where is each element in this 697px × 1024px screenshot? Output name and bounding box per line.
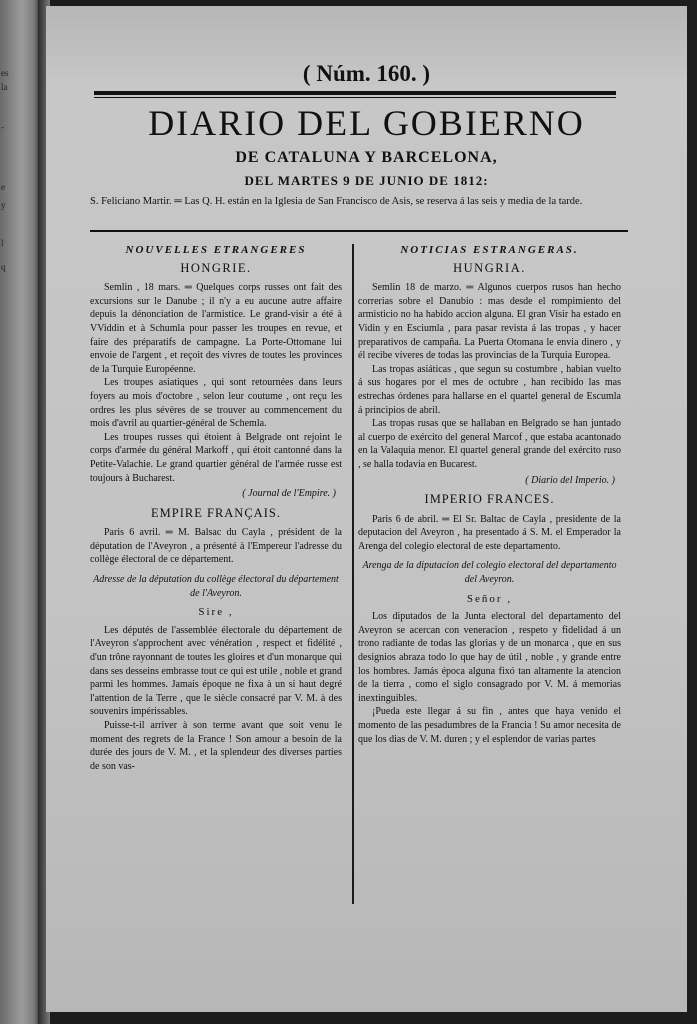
issue-number: ( Núm. 160. )	[302, 61, 431, 86]
facing-page-edge	[0, 0, 40, 1024]
margin-fragment: la	[1, 82, 8, 92]
spanish-empire-heading: IMPERIO FRANCES.	[424, 492, 555, 507]
margin-fragment: q	[1, 262, 6, 272]
french-country-heading: HONGRIE.	[180, 260, 252, 275]
masthead-subtitle: DE CATALUNA Y BARCELONA,	[235, 149, 498, 166]
column-divider	[352, 244, 354, 904]
spanish-address-heading: Arenga de la diputacion del colegio electoral del departamento del Aveyron.	[362, 560, 617, 586]
spanish-column	[358, 244, 621, 746]
french-source: ( Journal de l'Empire. )	[242, 488, 336, 500]
french-paragraph: Semlin , 18 mars. ═ Quelques corps russes ont fait des excursions sur le Danube ; il n'y a eu aucune autre affaire depuis la dénonciation de l'armistice. Le grand-visir a été à VViddin et à Schumla pour passer les troupes en revue, et faire des préparatifs de campagne. La Porte-Ottomane lui envoie de l'argent , et reçoit des vivres de toutes les provinces de la Turquie Européenne.	[90, 282, 342, 375]
saint-of-day-notice: S. Feliciano Martir. ═ Las Q. H. están en la Iglesia de San Francisco de Asis, se reserva á las seis y media de la tarde.	[90, 196, 583, 207]
margin-fragment: es	[1, 68, 9, 78]
margin-fragment: y	[1, 200, 6, 210]
french-paragraph: Les troupes russes qui étoient à Belgrade ont rejoint le corps d'armée du général Markoff , qui étoit cantonné dans la Petite-Valachie. Le grand quartier général de l'armée russe est toujours à Bucharest.	[90, 431, 342, 484]
french-address-heading: Adresse de la députation du collège électoral du département de l'Aveyron.	[93, 574, 339, 599]
french-paragraph: Les députés de l'assemblée électorale du département de l'Aveyron s'approchent avec vénération , respect et fidélité , d'un trône rayonnant de toutes les gloires et d'un monarque qui dans ses desseins embrasse tout ce qui est utile , noble et grand parmi les hommes. Jamais époque ne fixa à un si haut degré l'attention de la Terre , que le siècle consacré par V. M. à des souvenirs impérissables.	[90, 624, 342, 718]
french-salutation: Sire ,	[198, 606, 234, 619]
masthead-title: DIARIO DEL GOBIERNO	[148, 103, 585, 143]
margin-fragment: -	[1, 122, 4, 132]
spanish-paragraph: Los diputados de la Junta electoral del departamento del Aveyron se acercan con veneracion , respeto y fidelidad á un trono radiante de todas las glorias y de un monarca , que en sus designios abraza todo lo que hay de útil , noble , y grande entre los hombres. Jamás época alguna fixó tan altamente la atencion de la tierra , como el siglo consagrado por V. M. á memorias inextinguibles.	[358, 611, 621, 704]
header-rule-thin	[94, 97, 616, 98]
spanish-country-heading: HUNGRIA.	[453, 260, 526, 275]
french-empire-heading: EMPIRE FRANÇAIS.	[151, 505, 281, 520]
spanish-salutation: Señor ,	[466, 592, 513, 605]
french-section-heading: NOUVELLES ETRANGERES	[125, 244, 307, 256]
spanish-paragraph: Paris 6 de abril. ═ El Sr. Baltac de Cayla , presidente de la deputacion del Aveyron , ha presentado á S. M. el Emperador la Arenga del colegio electoral de este departamento.	[358, 513, 621, 552]
newspaper-page	[46, 6, 687, 1012]
french-paragraph: Puisse-t-il arriver à son terme avant que soit venu le moment des regrets de la France ! Son amour a besoin de la durée des jours de V. M. , et la splendeur des diverses parties de son vas-	[90, 720, 342, 772]
french-paragraph: Les troupes asiatiques , qui sont retournées dans leurs foyers au mois d'octobre , selon leur coutume , ont reçu les ordres les plus sévères de se trouver au commencement du mois d'avril au quartier-général de Schemla.	[90, 377, 342, 430]
spanish-source: ( Diario del Imperio. )	[525, 474, 615, 486]
french-paragraph: Paris 6 avril. ═ M. Balsac du Cayla , président de la députation de l'Aveyron , a présenté à l'Empereur l'adresse du collège électoral de ce département.	[90, 527, 342, 566]
margin-fragment: l	[1, 238, 4, 248]
section-rule	[90, 230, 628, 232]
spanish-paragraph: Las tropas rusas que se hallaban en Belgrado se han juntado al cuerpo de exército del general Marcof , que estaba acantonado en la Valaquia menor. El quartel general grande del exército ruso , se halla todavia en Bucarest.	[358, 418, 621, 470]
spanish-paragraph: ¡Pueda este llegar á su fin , antes que haya venido el momento de las pesadumbres de la Francia ! Su amor necesita de que los dias de V. M. duren ; y el esplendor de varias partes	[358, 706, 621, 745]
header-rule	[94, 91, 616, 95]
french-column	[90, 244, 342, 773]
spanish-section-heading: NOTICIAS ESTRANGERAS.	[400, 244, 579, 256]
spanish-paragraph: Las tropas asiáticas , que segun su costumbre , habian vuelto á sus hogares por el mes de octubre , han recibido las mas estrechas órdenes para hallarse en el quartel general de Escumla á principios de abril.	[358, 363, 621, 416]
margin-fragment: e	[1, 182, 5, 192]
spanish-paragraph: Semlin 18 de marzo. ═ Algunos cuerpos rusos han hecho correrias sobre el Danubio : mas desde el rompimiento del armisticio no ha habido accion alguna. El gran Visir ha estado en Vidin y en Esciumla , para pasar revista á las tropas , y hacer preparativos de campaña. La Puerta Otomana le envia dinero , y él recibe víveres de todas las provincias de la Turquia Europea.	[358, 282, 621, 362]
issue-date: DEL MARTES 9 DE JUNIO DE 1812:	[244, 173, 489, 188]
